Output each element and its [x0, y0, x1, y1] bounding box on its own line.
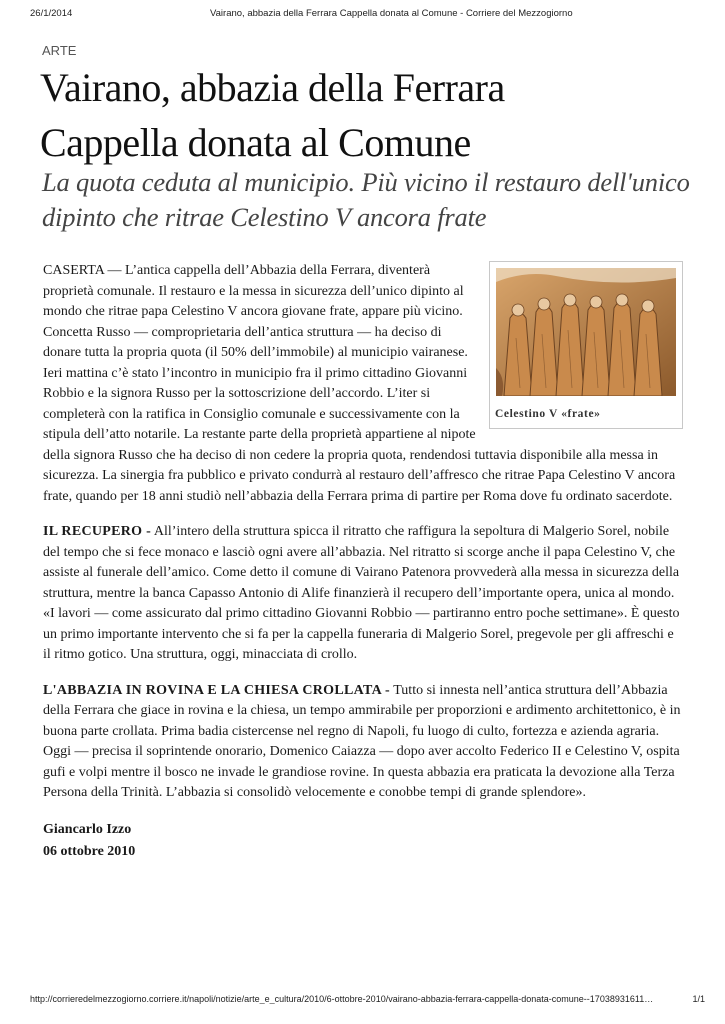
page-number: 1/1	[692, 994, 705, 1004]
paragraph-1-text: CASERTA — L’antica cappella dell’Abbazia della Ferrara, diventerà proprietà comunale. Il restauro e la messa in sicurezza dell’unico dipinto al mondo che ritrae papa Celestino V ancora giovane frate, appare più vicino. Concetta Russo — comproprietaria dell’antica struttura — ha deciso di donare tutta la propria quota (il 50% dell’immobile) al municipio vairanese. Ieri mattina c’è stato l’incontro in municipio fra il primo cittadino Giovanni Robbio e la signora Russo per la sottoscrizione dell’accordo. L’iter si completerà con la ratifica in Consiglio comunale e successivamente con la stipula dell’atto notarile. La restante parte della proprietà appartiene al nipote della signora Russo che ha deciso di non cedere la propria quota, rendendosi tuttavia disponibile alla messa in sicurezza. La sinergia fra pubblico e privato condurrà al restauro dell’affresco che ritrae Papa Celestino V ancora frate, quando per 18 anni studiò nell’abbazia della Ferrara prima di partire per Roma dove fu ordinato sacerdote.	[43, 263, 676, 504]
section-label[interactable]: ARTE	[42, 43, 77, 58]
subtitle: La quota ceduta al municipio. Più vicino il restauro dell'unico dipinto che ritrae Celestino V ancora frate	[42, 167, 690, 232]
paragraph-3	[43, 681, 683, 804]
print-page-title: Vairano, abbazia della Ferrara Cappella donata al Comune - Corriere del Mezzogiorno	[210, 8, 573, 19]
paragraph-2-text: All’intero della struttura spicca il ritratto che raffigura la sepoltura di Malgerio Sorel, nobile del tempo che si fece monaco e lasciò ogni avere all’abbazia. Nel ritratto si scorge anche il papa Celestino V, che assiste al funerale dell’amico. Come detto il comune di Vairano Patenora provvederà alla messa in sicurezza della struttura, mentre la banca Capasso Antonio di Alife finanzierà il recupero dell’importante opera, unica al mondo. «I lavori — come assicurato dal primo cittadino Giovanni Robbio — partiranno entro poche settimane». È questo un primo importante intervento che si fa per la cappella funeraria di Malgerio Sorel, pregevole per gli affreschi e il ritmo gotico. Una struttura, oggi, minacciata di crollo.	[43, 524, 680, 662]
paragraph-3-text: Tutto si innesta nell’antica struttura dell’Abbazia della Ferrara che giace in rovina e la chiesa, un tempo ammirabile per proporzioni e ardimento architettonico, è in buona parte crollata. Prima badia cistercense nel regno di Napoli, fu luogo di culto, fortezza e azienda agraria. Oggi — precisa il soprintende onorario, Domenico Caiazza — dopo aver accolto Federico II e Celestino V, ospita gufi e volpi mentre il bosco ne invade le grandiose rovine. In questa abbazia era praticata la devozione alla Terza Persona della Trinità. L’abbazia si consolidò velocemente e conobbe tempi di grande splendore».	[43, 682, 681, 800]
headline-line-1: Vairano, abbazia della Ferrara	[40, 65, 505, 110]
print-header	[30, 8, 705, 22]
publish-date: 06 ottobre 2010	[43, 843, 136, 859]
author-name: Giancarlo Izzo	[43, 821, 132, 837]
article-body	[43, 261, 683, 863]
article-figure[interactable]	[489, 261, 683, 429]
figure-caption: Celestino V «frate»	[495, 408, 601, 420]
byline	[43, 819, 683, 863]
headline-line-2: Cappella donata al Comune	[40, 120, 471, 165]
fresco-image	[496, 268, 676, 396]
paragraph-3-lead: L'ABBAZIA IN ROVINA E LA CHIESA CROLLATA -	[43, 682, 390, 698]
paragraph-2-lead: IL RECUPERO -	[43, 524, 152, 539]
paragraph-2	[43, 522, 683, 666]
print-date: 26/1/2014	[30, 8, 73, 19]
headline	[40, 60, 700, 170]
print-footer	[30, 994, 705, 1008]
print-url[interactable]: http://corrieredelmezzogiorno.corriere.it/napoli/notizie/arte_e_cultura/2010/6-ottobre-2010/vairano-abbazia-ferrara-cappella-donata-comune--17038931611…	[30, 994, 654, 1004]
